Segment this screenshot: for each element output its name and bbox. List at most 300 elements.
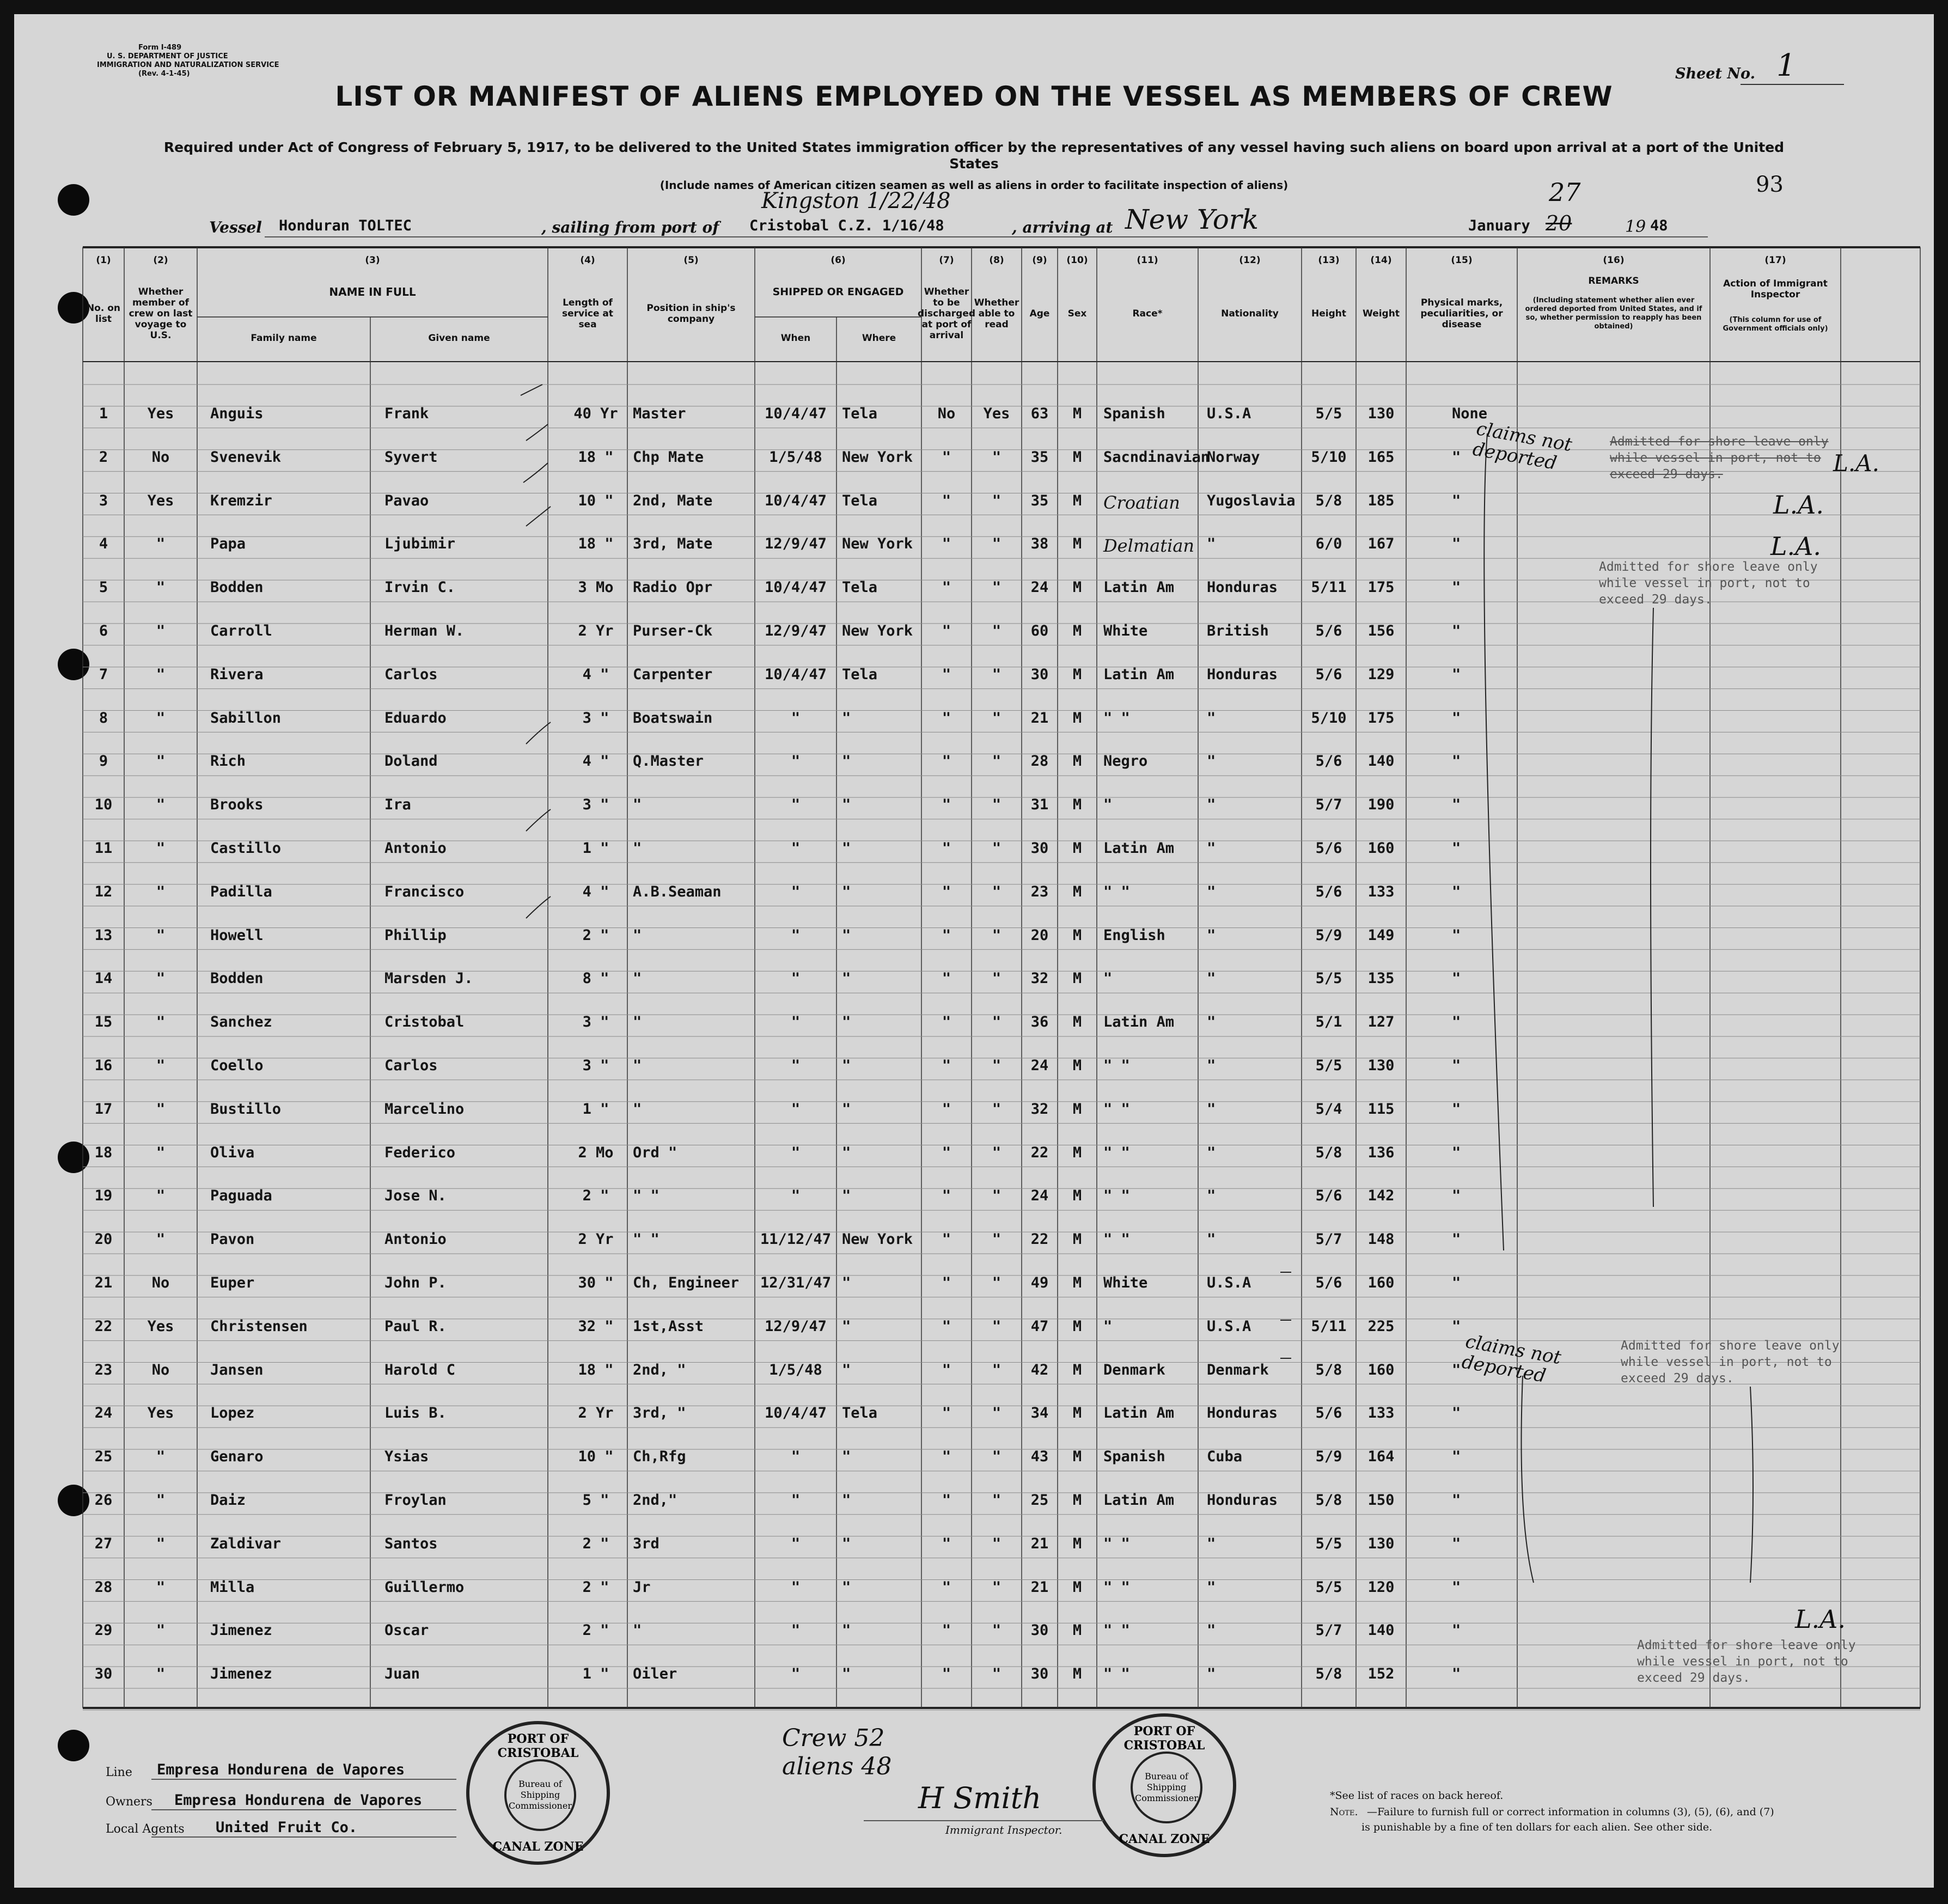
cell-given: Guillermo [384, 1578, 465, 1596]
cell-no: 24 [94, 1405, 113, 1422]
cell-weight: 150 [1367, 1492, 1395, 1509]
cell-when: 12/9/47 [765, 623, 827, 639]
cell-position: " [633, 926, 642, 944]
year: 48 [1650, 217, 1668, 234]
cell-sex: M [1072, 1492, 1082, 1509]
sailing-handwritten: Kingston 1/22/48 [761, 188, 951, 213]
cell-where: " [842, 1057, 851, 1074]
cell-height: 5/11 [1311, 1317, 1347, 1335]
cell-disch: " [942, 535, 951, 553]
col5-label: Position in ship's company [646, 303, 736, 325]
cell-no: 16 [94, 1057, 113, 1074]
cell-weight: 135 [1367, 970, 1395, 987]
cell-crew: Yes [147, 1317, 174, 1335]
cell-sex: M [1072, 970, 1082, 987]
col6-label: SHIPPED OR ENGAGED [772, 286, 904, 298]
cell-position: " [633, 1622, 642, 1639]
cell-family: Bustillo [210, 1100, 282, 1118]
cell-given: Juan [384, 1665, 420, 1683]
cell-when: 12/31/47 [760, 1274, 832, 1291]
cell-marks: " [1452, 1274, 1461, 1291]
cell-age: 47 [1030, 1317, 1049, 1335]
cell-when: " [791, 970, 801, 987]
cell-nationality: " [1207, 1014, 1216, 1031]
cell-crew: " [156, 535, 166, 553]
cell-read: " [992, 1361, 1002, 1378]
cell-crew: " [156, 1144, 166, 1161]
cell-sex: M [1072, 1057, 1082, 1074]
date-day: 27 [1549, 178, 1581, 207]
cell-crew: " [156, 840, 166, 857]
cell-given: Marcelino [384, 1100, 465, 1118]
cell-disch: " [942, 796, 951, 814]
revision: (Rev. 4-1-45) [138, 70, 190, 78]
cell-race: " " [1103, 1100, 1130, 1118]
cell-sex: M [1072, 1405, 1082, 1422]
cell-height: 5/5 [1315, 970, 1342, 987]
cell-height: 5/8 [1315, 1361, 1342, 1378]
cell-family: Rivera [210, 666, 264, 683]
cell-service: 3 " [582, 709, 609, 727]
cell-sex: M [1072, 1317, 1082, 1335]
subtitle-note: (Include names of American citizen seamen as well as aliens in order to facilitate inspection of aliens) [659, 179, 1289, 192]
cell-when: " [791, 1665, 801, 1683]
cell-crew: No [151, 1361, 170, 1378]
cell-marks: " [1452, 753, 1461, 770]
cell-position: Ch,Rfg [633, 1448, 686, 1466]
cell-no: 18 [94, 1144, 113, 1161]
cell-disch: No [937, 405, 956, 422]
cell-race: " " [1103, 1057, 1130, 1074]
col16-num: (16) [1603, 255, 1625, 266]
cell-height: 5/7 [1315, 1622, 1342, 1639]
cell-position: 2nd," [633, 1492, 677, 1509]
cell-height: 5/6 [1315, 666, 1342, 683]
cell-no: 3 [99, 492, 108, 509]
cell-where: " [842, 1448, 851, 1466]
cell-nationality: " [1207, 1578, 1216, 1596]
cell-when: " [791, 796, 801, 814]
subtitle: Required under Act of Congress of February 5, 1917, to be delivered to the United States immigration officer by the representatives of any vessel having such aliens on board upon arrival at a port of the United States [163, 139, 1785, 172]
cell-given: Santos [384, 1535, 438, 1552]
cell-nationality: " [1207, 535, 1216, 553]
cell-sex: M [1072, 1144, 1082, 1161]
cell-no: 6 [99, 623, 108, 639]
cell-nationality: " [1207, 1144, 1216, 1161]
cell-read: " [992, 1231, 1002, 1248]
cell-given: Jose N. [384, 1187, 447, 1205]
cell-disch: " [942, 1057, 951, 1074]
col13-label: Height [1311, 308, 1346, 319]
cell-race: Spanish [1103, 1448, 1165, 1466]
cell-when: " [791, 926, 801, 944]
cell-crew: " [156, 970, 166, 987]
cell-marks: " [1452, 1231, 1461, 1248]
cell-marks: " [1452, 1535, 1461, 1552]
cell-position: " [633, 1057, 642, 1074]
cell-weight: 142 [1367, 1187, 1395, 1205]
cell-height: 5/9 [1315, 926, 1342, 944]
cell-position: Q.Master [633, 753, 704, 770]
cell-height: 5/5 [1315, 1057, 1342, 1074]
cell-where: " [842, 883, 851, 900]
cell-height: 5/8 [1315, 1665, 1342, 1683]
cell-age: 24 [1030, 579, 1049, 596]
cell-family: Christensen [210, 1317, 308, 1335]
col3-given: Given name [428, 333, 490, 344]
cell-when: 1/5/48 [769, 1361, 822, 1378]
cell-when: " [791, 1187, 801, 1205]
remark-claims-not-deported: claims not deported [1471, 418, 1574, 474]
cell-sex: M [1072, 623, 1082, 639]
col15-num: (15) [1451, 255, 1473, 266]
col13-num: (13) [1318, 255, 1340, 266]
cell-weight: 130 [1367, 405, 1395, 422]
cell-crew: " [156, 753, 166, 770]
cell-no: 14 [94, 970, 113, 987]
cell-given: Irvin C. [384, 579, 456, 596]
cell-position: 3rd, " [633, 1405, 686, 1422]
cell-nationality: U.S.A [1207, 405, 1251, 422]
cell-no: 11 [94, 840, 113, 857]
cell-no: 17 [94, 1100, 113, 1118]
footer-underline [151, 1779, 456, 1780]
cell-family: Svenevik [210, 448, 282, 466]
remark-claims-not-deported: claims not deported [1460, 1331, 1563, 1387]
col16-label: REMARKS [1588, 276, 1639, 286]
cell-height: 5/5 [1315, 1535, 1342, 1552]
cell-no: 8 [99, 709, 108, 727]
cell-where: " [842, 926, 851, 944]
cell-crew: " [156, 1578, 166, 1596]
cell-sex: M [1072, 535, 1082, 553]
cell-age: 38 [1030, 535, 1049, 553]
cell-family: Brooks [210, 796, 264, 814]
col8-num: (8) [989, 255, 1004, 266]
cell-where: " [842, 1187, 851, 1205]
cell-age: 63 [1030, 405, 1049, 422]
cell-height: 5/6 [1315, 623, 1342, 639]
cell-read: " [992, 1535, 1002, 1552]
cell-no: 29 [94, 1622, 113, 1639]
cell-given: Luis B. [384, 1405, 447, 1422]
cell-nationality: Honduras [1207, 1405, 1278, 1422]
cell-read: " [992, 970, 1002, 987]
cell-nationality: Honduras [1207, 579, 1278, 596]
arriving-at: New York [1125, 204, 1259, 235]
cell-marks: " [1452, 1361, 1461, 1378]
cell-read: " [992, 579, 1002, 596]
cell-when: " [791, 840, 801, 857]
cell-when: " [791, 1057, 801, 1074]
cell-no: 22 [94, 1317, 113, 1335]
cell-age: 23 [1030, 883, 1049, 900]
cell-position: " " [633, 1231, 659, 1248]
cell-service: 3 Mo [578, 579, 614, 596]
arriving-label: , arriving at [1012, 218, 1113, 236]
inspector-initials: L.A. [1795, 1604, 1846, 1634]
port-stamp: PORT OF CRISTOBAL Bureau of Shipping Commissioner CANAL ZONE [466, 1721, 610, 1865]
cell-race: Denmark [1103, 1361, 1165, 1378]
cell-given: Doland [384, 753, 438, 770]
cell-family: Anguis [210, 405, 264, 422]
cell-crew: " [156, 883, 166, 900]
cell-where: " [842, 1100, 851, 1118]
cell-race: " " [1103, 1535, 1130, 1552]
cell-family: Padilla [210, 883, 272, 900]
cell-race: Negro [1103, 753, 1148, 770]
cell-position: 3rd, Mate [633, 535, 713, 553]
cell-crew: No [151, 448, 170, 466]
cell-where: " [842, 1144, 851, 1161]
cell-where: " [842, 1361, 851, 1378]
cell-read: " [992, 1187, 1002, 1205]
cell-position: 2nd, Mate [633, 492, 713, 509]
cell-when: 10/4/47 [765, 1405, 827, 1422]
cell-sex: M [1072, 492, 1082, 509]
cell-when: " [791, 753, 801, 770]
cell-read: " [992, 1057, 1002, 1074]
agents-value: United Fruit Co. [216, 1819, 358, 1836]
cell-nationality: U.S.A [1207, 1317, 1251, 1335]
cell-when: 10/4/47 [765, 492, 827, 509]
cell-read: " [992, 1492, 1002, 1509]
cell-weight: 148 [1367, 1231, 1395, 1248]
cell-age: 30 [1030, 1665, 1049, 1683]
cell-read: " [992, 926, 1002, 944]
cell-disch: " [942, 579, 951, 596]
cell-height: 5/10 [1311, 448, 1347, 466]
cell-no: 26 [94, 1492, 113, 1509]
cell-age: 32 [1030, 1100, 1049, 1118]
cell-read: " [992, 1274, 1002, 1291]
cell-race: White [1103, 1274, 1148, 1291]
cell-crew: " [156, 623, 166, 639]
cell-sex: M [1072, 883, 1082, 900]
cell-age: 21 [1030, 709, 1049, 727]
cell-given: Froylan [384, 1492, 447, 1509]
cell-family: Carroll [210, 623, 272, 639]
cell-weight: 152 [1367, 1665, 1395, 1683]
cell-marks: " [1452, 840, 1461, 857]
inspector-signature: H Smith [918, 1781, 1042, 1815]
cell-where: " [842, 1317, 851, 1335]
races-note: *See list of races on back hereof. [1330, 1790, 1504, 1802]
cell-disch: " [942, 1014, 951, 1031]
note-text: —Failure to furnish full or correct information in columns (3), (5), (6), and (7) [1367, 1806, 1774, 1818]
cell-given: Antonio [384, 1231, 447, 1248]
cell-given: Oscar [384, 1622, 429, 1639]
cell-read: " [992, 1100, 1002, 1118]
cell-where: " [842, 1492, 851, 1509]
cell-age: 43 [1030, 1448, 1049, 1466]
cell-when: " [791, 1578, 801, 1596]
cell-service: 18 " [578, 535, 614, 553]
cell-disch: " [942, 709, 951, 727]
cell-race: Delmatian [1103, 535, 1195, 557]
cell-race: " [1103, 796, 1113, 814]
cell-family: Daiz [210, 1492, 246, 1509]
cell-crew: " [156, 926, 166, 944]
cell-marks: " [1452, 1622, 1461, 1639]
sailing-label: , sailing from port of [541, 218, 719, 236]
footer-underline [151, 1809, 456, 1810]
cell-when: 11/12/47 [760, 1231, 832, 1248]
cell-sex: M [1072, 753, 1082, 770]
cell-sex: M [1072, 1274, 1082, 1291]
cell-service: 18 " [578, 1361, 614, 1378]
cell-crew: Yes [147, 1405, 174, 1422]
cell-sex: M [1072, 1187, 1082, 1205]
cell-age: 30 [1030, 1622, 1049, 1639]
cell-where: " [842, 970, 851, 987]
note-label: Note. [1330, 1806, 1358, 1818]
cell-family: Jimenez [210, 1665, 272, 1683]
cell-nationality: U.S.A [1207, 1274, 1251, 1291]
cell-age: 30 [1030, 666, 1049, 683]
cell-disch: " [942, 492, 951, 509]
cell-family: Jansen [210, 1361, 264, 1378]
cell-age: 21 [1030, 1535, 1049, 1552]
cell-disch: " [942, 926, 951, 944]
cell-family: Howell [210, 926, 264, 944]
cell-family: Rich [210, 753, 246, 770]
cell-family: Pavon [210, 1231, 255, 1248]
cell-height: 5/7 [1315, 796, 1342, 814]
cell-crew: " [156, 1665, 166, 1683]
cell-sex: M [1072, 796, 1082, 814]
cell-given: Pavao [384, 492, 429, 509]
cell-service: 2 " [582, 1535, 609, 1552]
cell-age: 34 [1030, 1405, 1049, 1422]
cell-nationality: " [1207, 753, 1216, 770]
cell-race: " " [1103, 1622, 1130, 1639]
cell-disch: " [942, 1100, 951, 1118]
cell-sex: M [1072, 709, 1082, 727]
cell-marks: " [1452, 1492, 1461, 1509]
cell-where: New York [842, 623, 913, 639]
cell-marks: " [1452, 883, 1461, 900]
cell-crew: " [156, 1622, 166, 1639]
cell-given: John P. [384, 1274, 447, 1291]
cell-read: " [992, 1578, 1002, 1596]
cell-family: Sanchez [210, 1014, 272, 1031]
cell-where: Tela [842, 405, 878, 422]
cell-height: 5/10 [1311, 709, 1347, 727]
col17-num: (17) [1764, 255, 1786, 266]
col11-label: Race* [1132, 308, 1163, 319]
cell-position: " [633, 970, 642, 987]
cell-service: 2 Yr [578, 1231, 614, 1248]
col12-num: (12) [1239, 255, 1261, 266]
cell-where: Tela [842, 579, 878, 596]
cell-nationality: Honduras [1207, 666, 1278, 683]
col16-sub: (Including statement whether alien ever ordered deported from United States, and if so, whether permission to reapply has been obtained) [1525, 296, 1702, 331]
cell-nationality: Denmark [1207, 1361, 1269, 1378]
cell-race: " " [1103, 1231, 1130, 1248]
sailing-from: Cristobal C.Z. 1/16/48 [749, 217, 944, 234]
cell-weight: 130 [1367, 1057, 1395, 1074]
form-number: Form I-489 [138, 44, 182, 52]
cell-crew: " [156, 1100, 166, 1118]
cell-no: 5 [99, 579, 108, 596]
cell-service: 2 Mo [578, 1144, 614, 1161]
cell-given: Marsden J. [384, 970, 473, 987]
cell-disch: " [942, 840, 951, 857]
cell-marks: " [1452, 1448, 1461, 1466]
cell-disch: " [942, 1622, 951, 1639]
cell-service: 2 " [582, 1622, 609, 1639]
cell-marks: " [1452, 492, 1461, 509]
agents-label: Local Agents [106, 1822, 185, 1836]
cell-race: " " [1103, 1578, 1130, 1596]
cell-given: Ysias [384, 1448, 429, 1466]
cell-sex: M [1072, 1361, 1082, 1378]
date-day-struck: 20 [1546, 211, 1572, 235]
cell-marks: " [1452, 1144, 1461, 1161]
cell-weight: 225 [1367, 1317, 1395, 1335]
cell-weight: 156 [1367, 623, 1395, 639]
col17-label: Action of Immigrant Inspector [1723, 278, 1828, 300]
remark-shore-leave: Admitted for shore leave only while vessel in port, not to exceed 29 days. [1599, 560, 1818, 607]
cell-age: 20 [1030, 926, 1049, 944]
cell-nationality: " [1207, 1187, 1216, 1205]
cell-race: Sacndinavian [1103, 448, 1210, 466]
cell-crew: " [156, 1448, 166, 1466]
col2-num: (2) [153, 255, 168, 266]
col6-num: (6) [831, 255, 846, 266]
cell-height: 5/6 [1315, 840, 1342, 857]
cell-where: Tela [842, 666, 878, 683]
cell-height: 5/5 [1315, 1578, 1342, 1596]
manifest-sheet [14, 14, 1934, 1888]
cell-service: 4 " [582, 883, 609, 900]
cell-position: A.B.Seaman [633, 883, 722, 900]
cell-disch: " [942, 1405, 951, 1422]
cell-no: 21 [94, 1274, 113, 1291]
cell-service: 40 Yr [573, 405, 618, 422]
cell-where: " [842, 1014, 851, 1031]
cell-no: 10 [94, 796, 113, 814]
cell-read: " [992, 796, 1002, 814]
cell-no: 4 [99, 535, 108, 553]
cell-weight: 160 [1367, 840, 1395, 857]
cell-nationality: " [1207, 1535, 1216, 1552]
cell-nationality: " [1207, 1622, 1216, 1639]
cell-family: Papa [210, 535, 246, 553]
cell-read: " [992, 1144, 1002, 1161]
cell-marks: " [1452, 448, 1461, 466]
remark-shore-leave: Admitted for shore leave only while vessel in port, not to exceed 29 days. [1637, 1638, 1856, 1685]
cell-read: " [992, 1405, 1002, 1422]
cell-read: " [992, 753, 1002, 770]
cell-service: 5 " [582, 1492, 609, 1509]
cell-race: " [1103, 970, 1113, 987]
cell-when: 10/4/47 [765, 405, 827, 422]
cell-when: " [791, 1014, 801, 1031]
cell-race: " " [1103, 1187, 1130, 1205]
cell-weight: 129 [1367, 666, 1395, 683]
cell-race: Latin Am [1103, 579, 1175, 596]
cell-service: 2 Yr [578, 623, 614, 639]
cell-position: " [633, 796, 642, 814]
cell-family: Coello [210, 1057, 264, 1074]
col3-label: NAME IN FULL [329, 285, 416, 298]
port-stamp: PORT OF CRISTOBAL Bureau of Shipping Commissioner CANAL ZONE [1092, 1713, 1236, 1857]
cell-given: Syvert [384, 448, 438, 466]
cell-weight: 160 [1367, 1361, 1395, 1378]
cell-disch: " [942, 1578, 951, 1596]
